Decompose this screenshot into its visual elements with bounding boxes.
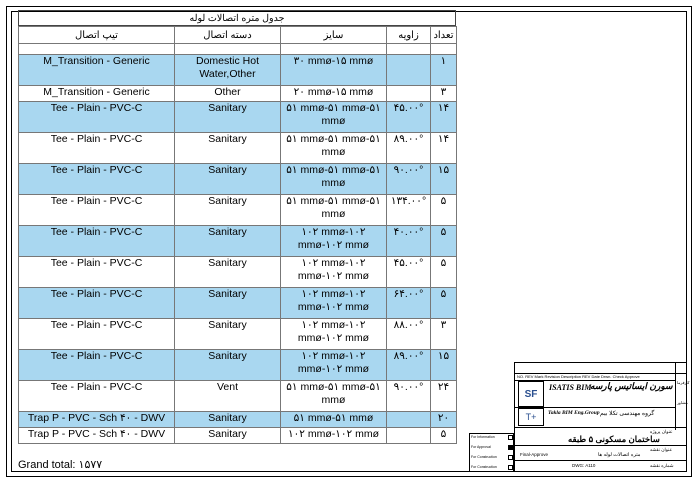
header-size: سایز bbox=[281, 27, 387, 44]
cell-count: ۱۵ bbox=[431, 350, 457, 381]
cell-angle: ۸۸.۰۰° bbox=[387, 319, 431, 350]
header-row bbox=[19, 27, 457, 44]
table-row bbox=[19, 195, 457, 226]
cell-system: Domestic Hot Water,Other bbox=[175, 55, 281, 86]
table-row bbox=[19, 133, 457, 164]
cell-system: Sanitary bbox=[175, 226, 281, 257]
cell-system: Other bbox=[175, 86, 281, 102]
cell-angle bbox=[387, 428, 431, 444]
cell-type: Tee - Plain - PVC-C bbox=[19, 226, 175, 257]
cell-angle: ۹۰.۰۰° bbox=[387, 381, 431, 412]
cell-size: ۱۰۲ mmø-۱۰۲ mmø-۱۰۲ mmø bbox=[281, 319, 387, 350]
table-row bbox=[19, 226, 457, 257]
cell-type: Tee - Plain - PVC-C bbox=[19, 102, 175, 133]
takla-logo-icon: T+ bbox=[518, 408, 544, 426]
table-row bbox=[19, 86, 457, 102]
consultant-label: مشاور bbox=[677, 400, 688, 405]
table-row bbox=[19, 319, 457, 350]
stamp-checkbox-info[interactable] bbox=[508, 435, 513, 440]
table-row bbox=[19, 164, 457, 195]
stamp-checkbox-construction-2[interactable] bbox=[508, 465, 513, 470]
cell-system: Vent bbox=[175, 381, 281, 412]
cell-type: Tee - Plain - PVC-C bbox=[19, 164, 175, 195]
stamp-info: For Information bbox=[471, 435, 495, 439]
cell-count: ۱۴ bbox=[431, 133, 457, 164]
cell-size: ۵۱ mmø-۵۱ mmø bbox=[281, 412, 387, 428]
cell-type: Trap P - PVC - Sch ۴۰ - DWV bbox=[19, 428, 175, 444]
stamp-checkbox-construction[interactable] bbox=[508, 455, 513, 460]
cell-angle bbox=[387, 55, 431, 86]
cell-size: ۵۱ mmø-۵۱ mmø-۵۱ mmø bbox=[281, 164, 387, 195]
cell-count: ۳ bbox=[431, 86, 457, 102]
cell-size: ۵۱ mmø-۵۱ mmø-۵۱ mmø bbox=[281, 195, 387, 226]
cell-system: Sanitary bbox=[175, 288, 281, 319]
cell-count: ۵ bbox=[431, 257, 457, 288]
cell-size: ۱۰۲ mmø-۱۰۲ mmø-۱۰۲ mmø bbox=[281, 226, 387, 257]
sheet-title: متره اتصالات لوله ها bbox=[598, 452, 641, 458]
cell-size: ۵۱ mmø-۵۱ mmø-۵۱ mmø bbox=[281, 381, 387, 412]
cell-count: ۵ bbox=[431, 428, 457, 444]
final-approve: Final-Approve bbox=[520, 452, 549, 457]
cell-type: M_Transition - Generic bbox=[19, 55, 175, 86]
cell-system: Sanitary bbox=[175, 102, 281, 133]
cell-size: ۱۰۲ mmø-۱۰۲ mmø-۱۰۲ mmø bbox=[281, 288, 387, 319]
cell-type: Trap P - PVC - Sch ۴۰ - DWV bbox=[19, 412, 175, 428]
header-system: دسته اتصال bbox=[175, 27, 281, 44]
cell-angle: ۸۹.۰۰° bbox=[387, 133, 431, 164]
cell-system: Sanitary bbox=[175, 412, 281, 428]
cell-angle: ۶۴.۰۰° bbox=[387, 288, 431, 319]
sheet-number-label: شماره نقشه bbox=[650, 463, 674, 468]
cell-type: Tee - Plain - PVC-C bbox=[19, 133, 175, 164]
cell-count: ۳ bbox=[431, 319, 457, 350]
table-row bbox=[19, 102, 457, 133]
schedule-title: جدول متره اتصالات لوله bbox=[18, 10, 456, 26]
revision-header: NO. REV Mark Revision Description REV Date Drwn. Check Approve bbox=[517, 374, 640, 379]
cell-count: ۱۴ bbox=[431, 102, 457, 133]
schedule-body bbox=[19, 55, 457, 444]
cell-size: ۵۱ mmø-۵۱ mmø-۵۱ mmø bbox=[281, 102, 387, 133]
cell-system: Sanitary bbox=[175, 195, 281, 226]
table-row bbox=[19, 257, 457, 288]
isatis-logo-icon: SF bbox=[518, 381, 544, 407]
project-label: عنوان پروژه bbox=[650, 429, 673, 434]
header-count: تعداد bbox=[431, 27, 457, 44]
cell-angle: ۹۰.۰۰° bbox=[387, 164, 431, 195]
cell-angle: ۱۳۴.۰۰° bbox=[387, 195, 431, 226]
cell-count: ۵ bbox=[431, 195, 457, 226]
cell-angle: ۸۹.۰۰° bbox=[387, 350, 431, 381]
header-type: تیپ اتصال bbox=[19, 27, 175, 44]
cell-system: Sanitary bbox=[175, 164, 281, 195]
table-row bbox=[19, 412, 457, 428]
cell-type: Tee - Plain - PVC-C bbox=[19, 319, 175, 350]
header-gap bbox=[19, 44, 457, 55]
fitting-schedule bbox=[18, 10, 456, 444]
cell-system: Sanitary bbox=[175, 428, 281, 444]
table-row bbox=[19, 381, 457, 412]
stamp-checkbox-approval[interactable] bbox=[508, 445, 513, 450]
cell-system: Sanitary bbox=[175, 319, 281, 350]
cell-angle bbox=[387, 412, 431, 428]
cell-count: ۲۴ bbox=[431, 381, 457, 412]
cell-size: ۱۰۲ mmø-۱۰۲ mmø-۱۰۲ mmø bbox=[281, 257, 387, 288]
header-angle: زاویه bbox=[387, 27, 431, 44]
table-row bbox=[19, 428, 457, 444]
client-label: کارفرما bbox=[677, 380, 690, 385]
cell-type: Tee - Plain - PVC-C bbox=[19, 195, 175, 226]
cell-size: ۱۰۲ mmø-۱۰۲ mmø bbox=[281, 428, 387, 444]
cell-angle: ۴۰.۰۰° bbox=[387, 226, 431, 257]
cell-type: Tee - Plain - PVC-C bbox=[19, 288, 175, 319]
cell-type: M_Transition - Generic bbox=[19, 86, 175, 102]
company-name-en: ISATIS BIM bbox=[549, 383, 592, 392]
cell-count: ۵ bbox=[431, 226, 457, 257]
group-name-fa: گروه مهندسی تکلا بیم bbox=[600, 411, 655, 417]
schedule-table bbox=[18, 26, 457, 444]
cell-angle: ۴۵.۰۰° bbox=[387, 257, 431, 288]
stamp-construction-2: For Construction bbox=[471, 465, 497, 469]
cell-count: ۵ bbox=[431, 288, 457, 319]
cell-size: ۲۰ mmø-۱۵ mmø bbox=[281, 86, 387, 102]
sheet-label: عنوان نقشه bbox=[650, 447, 673, 452]
cell-system: Sanitary bbox=[175, 133, 281, 164]
dwg-number: DWG: A110 bbox=[572, 463, 596, 468]
cell-type: Tee - Plain - PVC-C bbox=[19, 350, 175, 381]
cell-system: Sanitary bbox=[175, 350, 281, 381]
table-row bbox=[19, 55, 457, 86]
cell-count: ۱ bbox=[431, 55, 457, 86]
stamp-approval: For Approval bbox=[471, 445, 491, 449]
cell-size: ۳۰ mmø-۱۵ mmø bbox=[281, 55, 387, 86]
cell-size: ۱۰۲ mmø-۱۰۲ mmø-۱۰۲ mmø bbox=[281, 350, 387, 381]
cell-angle: ۴۵.۰۰° bbox=[387, 102, 431, 133]
company-name-fa: سورن ایساتیس پارسه bbox=[590, 381, 673, 391]
cell-type: Tee - Plain - PVC-C bbox=[19, 257, 175, 288]
cell-count: ۱۵ bbox=[431, 164, 457, 195]
cell-angle bbox=[387, 86, 431, 102]
group-name-en: Takla BIM Eng.Group bbox=[548, 410, 600, 416]
cell-size: ۵۱ mmø-۵۱ mmø-۵۱ mmø bbox=[281, 133, 387, 164]
table-row bbox=[19, 288, 457, 319]
table-row bbox=[19, 350, 457, 381]
project-title: ساختمان مسکونی ۵ طبقه bbox=[568, 434, 660, 444]
cell-type: Tee - Plain - PVC-C bbox=[19, 381, 175, 412]
stamp-construction: For Construction bbox=[471, 455, 497, 459]
grand-total: Grand total: ۱۵۷۷ bbox=[18, 459, 103, 471]
cell-system: Sanitary bbox=[175, 257, 281, 288]
cell-count: ۲۰ bbox=[431, 412, 457, 428]
